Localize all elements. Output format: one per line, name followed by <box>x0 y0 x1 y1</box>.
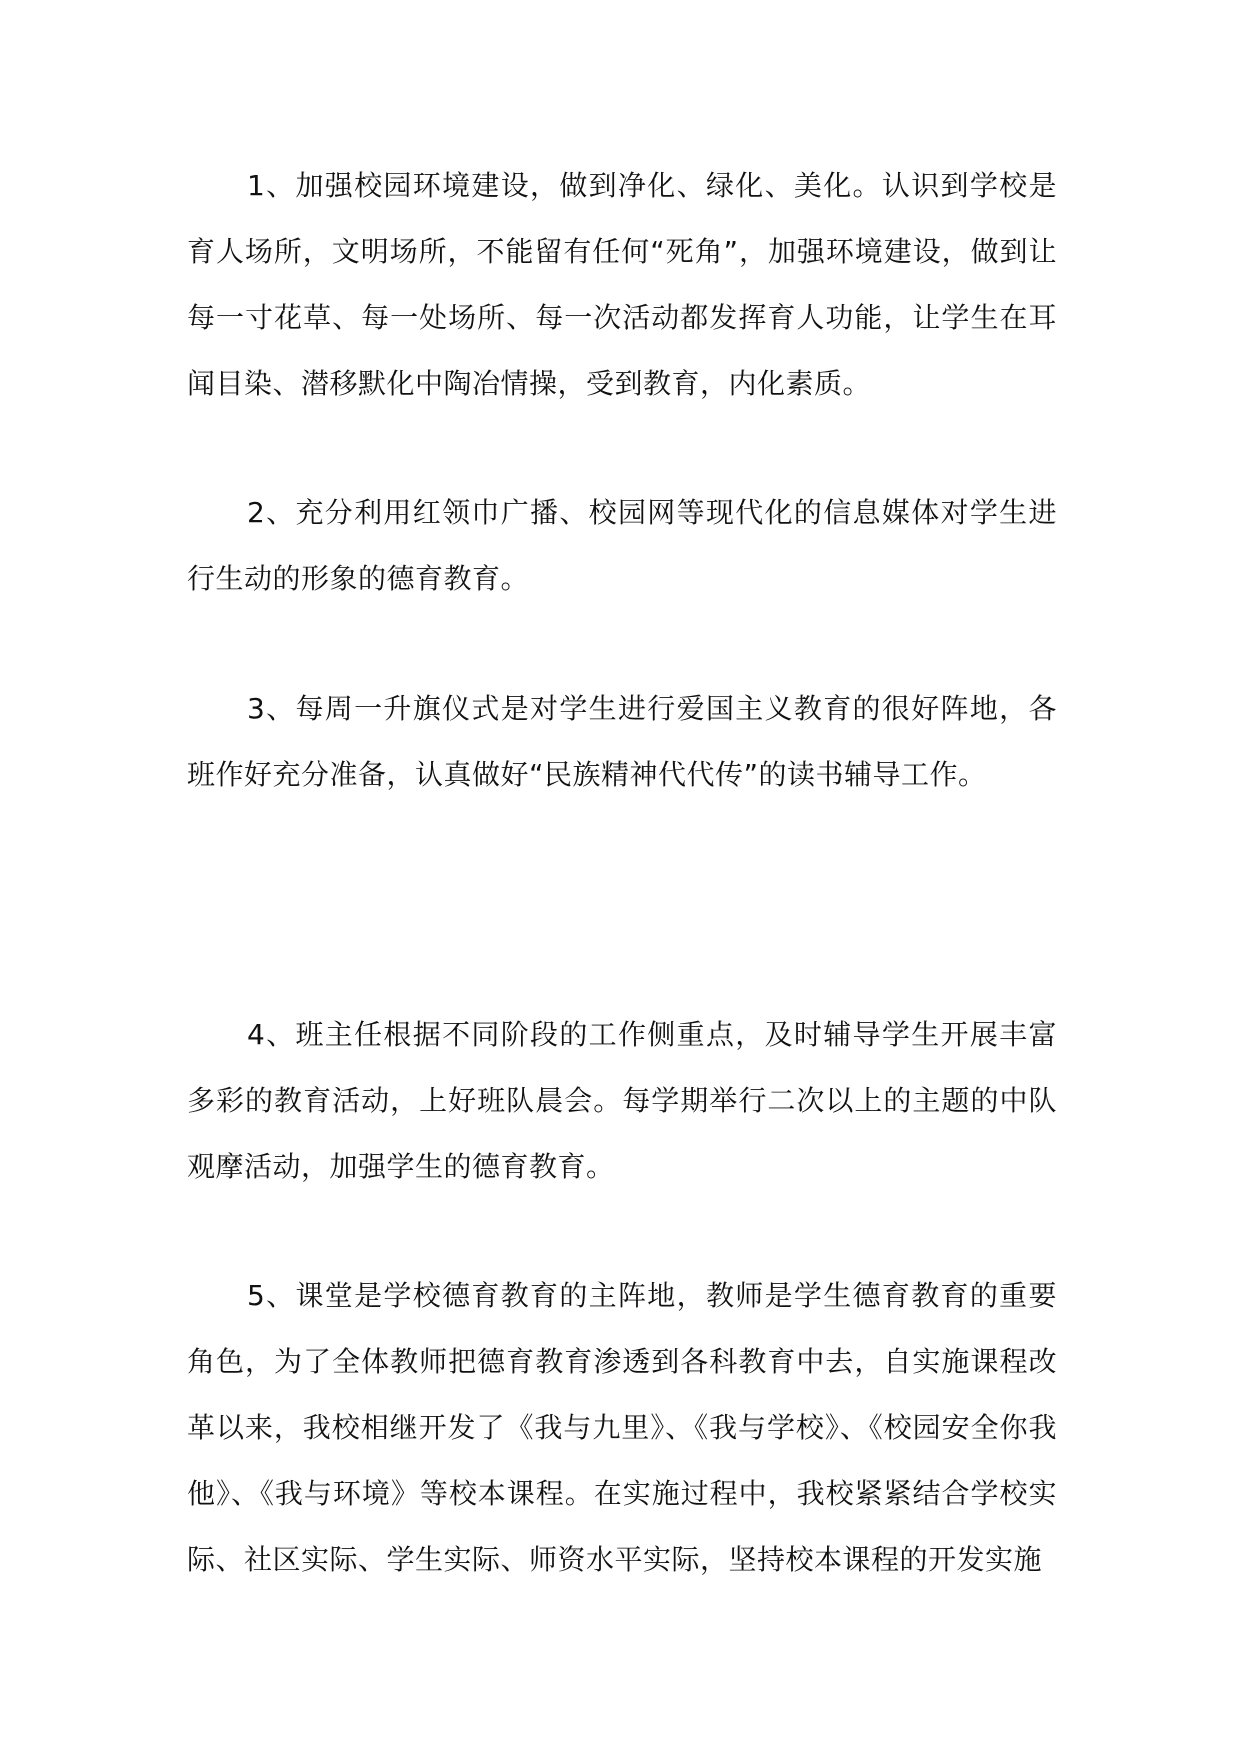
paragraph-1: 1、加强校园环境建设，做到净化、绿化、美化。认识到学校是育人场所，文明场所，不能留有任何“死角”，加强环境建设，做到让每一寸花草、每一处场所、每一次活动都发挥育人功能，让学生在耳闻目染、潜移默化中陶冶情操，受到教育，内化素质。 <box>187 169 1057 400</box>
paragraph-3: 3、每周一升旗仪式是对学生进行爱国主义教育的很好阵地，各班作好充分准备，认真做好“民族精神代代传”的读书辅导工作。 <box>187 692 1057 791</box>
paragraph-5: 5、课堂是学校德育教育的主阵地，教师是学生德育教育的重要角色，为了全体教师把德育教育渗透到各科教育中去，自实施课程改革以来，我校相继开发了《我与九里》、《我与学校》、《校园安全你我他》、《我与环境》等校本课程。在实施过程中，我校紧紧结合学校实际、社区实际、学生实际、师资水平实际，坚持校本课程的开发实施 <box>187 1279 1057 1576</box>
paragraph-4: 4、班主任根据不同阶段的工作侧重点，及时辅导学生开展丰富多彩的教育活动，上好班队晨会。每学期举行二次以上的主题的中队观摩活动，加强学生的德育教育。 <box>187 1018 1057 1183</box>
paragraph-2: 2、充分利用红领巾广播、校园网等现代化的信息媒体对学生进行生动的形象的德育教育。 <box>187 496 1057 595</box>
